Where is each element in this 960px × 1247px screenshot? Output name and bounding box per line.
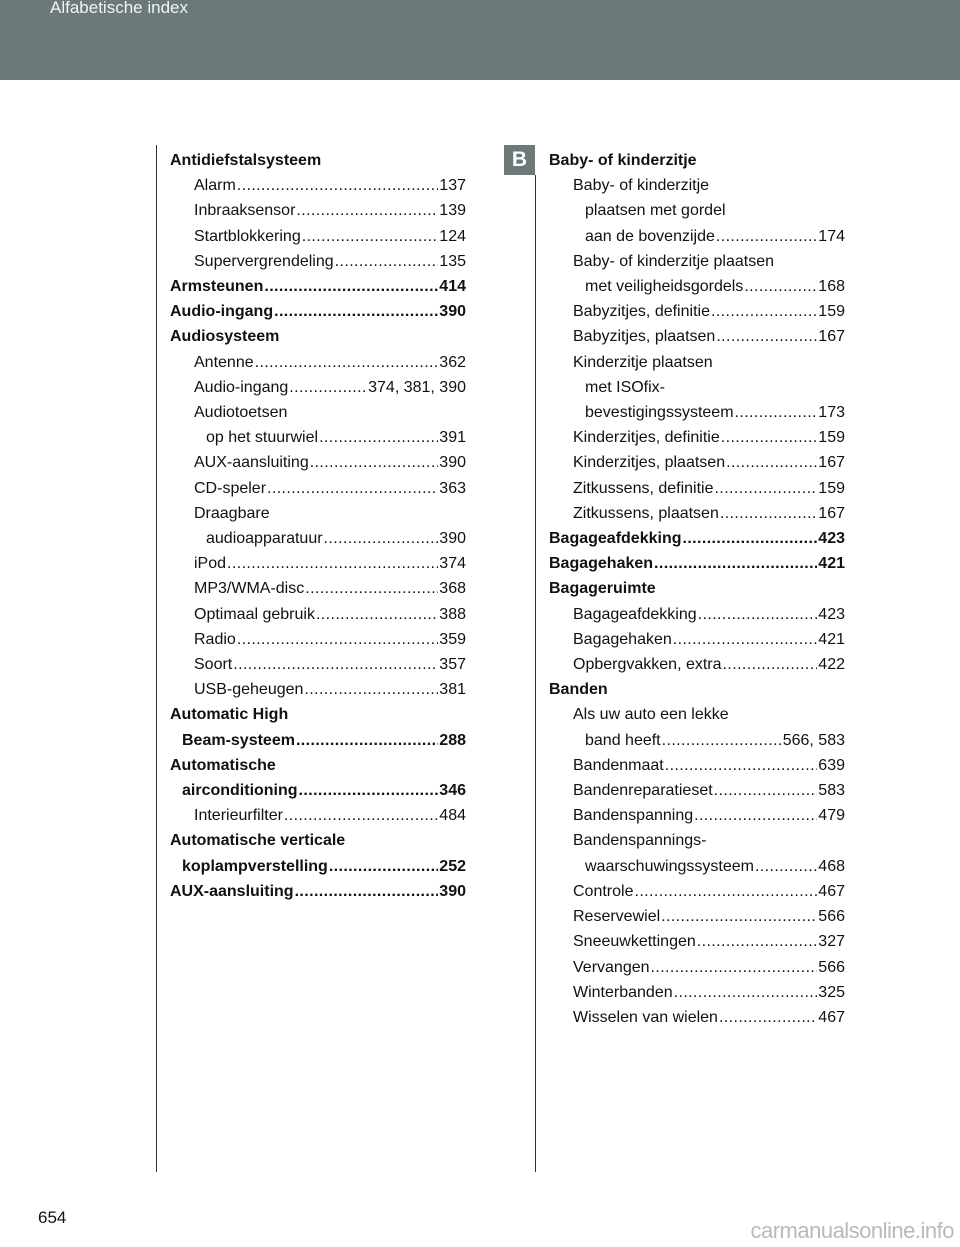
entry-page-ref: 252 xyxy=(439,857,466,875)
entry-term: Automatische xyxy=(170,756,276,774)
entry-term: koplampverstelling xyxy=(182,857,328,875)
leader-dots xyxy=(698,602,818,627)
entry-term: Bagageruimte xyxy=(549,580,656,598)
entry-term: Soort xyxy=(194,656,233,674)
entry-page-ref: 390 xyxy=(439,882,466,900)
entry-page-ref: 390 xyxy=(439,454,466,472)
index-entry xyxy=(170,324,466,349)
index-entry xyxy=(170,728,466,753)
index-column-right xyxy=(549,148,845,1030)
index-entry xyxy=(549,1005,845,1030)
entry-page-ref: 467 xyxy=(818,882,845,900)
index-entry xyxy=(170,450,466,475)
entry-term: plaatsen met gordel xyxy=(585,202,726,220)
leader-dots xyxy=(711,299,817,324)
leader-dots xyxy=(714,778,818,803)
entry-term: Interieurfilter xyxy=(194,807,283,825)
leader-dots xyxy=(651,955,818,980)
index-entry xyxy=(549,879,845,904)
entry-term: aan de bovenzijde xyxy=(585,227,715,245)
entry-page-ref: 421 xyxy=(818,555,845,573)
index-entry xyxy=(549,274,845,299)
entry-page-ref: 167 xyxy=(818,454,845,472)
entry-term: Bandenmaat xyxy=(573,756,664,774)
entry-page-ref: 583 xyxy=(818,782,845,800)
leader-dots xyxy=(227,551,438,576)
entry-term: Bagageafdekking xyxy=(573,605,697,623)
entry-term: Automatic High xyxy=(170,706,289,724)
entry-term: airconditioning xyxy=(182,782,298,800)
leader-dots xyxy=(299,778,439,803)
entry-term: Bandenspannings- xyxy=(573,832,707,850)
entry-term: Bandenreparatieset xyxy=(573,782,713,800)
section-letter-badge: B xyxy=(504,145,535,175)
index-entry xyxy=(549,828,845,853)
entry-page-ref: 566 xyxy=(818,908,845,926)
entry-term: Antidiefstalsysteem xyxy=(170,152,322,169)
entry-page-ref: 288 xyxy=(439,731,466,749)
entry-term: Baby- of kinderzitje xyxy=(549,152,697,169)
watermark: carmanualsonline.info xyxy=(750,1218,954,1243)
leader-dots xyxy=(319,425,438,450)
index-entry xyxy=(170,249,466,274)
entry-page-ref: 159 xyxy=(818,303,845,321)
leader-dots xyxy=(744,274,817,299)
right-column-divider xyxy=(535,175,536,1172)
entry-term: Opbergvakken, extra xyxy=(573,656,722,674)
leader-dots xyxy=(654,551,817,576)
entry-page-ref: 484 xyxy=(439,807,466,825)
entry-term: Wisselen van wielen xyxy=(573,1008,718,1026)
index-entry xyxy=(549,728,845,753)
entry-term: met ISOfix- xyxy=(585,378,666,396)
entry-term: Babyzitjes, definitie xyxy=(573,303,710,321)
entry-page-ref: 168 xyxy=(818,278,845,296)
entry-term: Alarm xyxy=(194,177,236,195)
entry-term: Zitkussens, definitie xyxy=(573,479,714,497)
index-entry xyxy=(549,627,845,652)
entry-page-ref: 374, 381, 390 xyxy=(368,378,466,396)
index-entry xyxy=(170,879,466,904)
index-entry xyxy=(549,803,845,828)
entry-term: Sneeuwkettingen xyxy=(573,933,696,951)
entry-term: Beam-systeem xyxy=(182,731,295,749)
entry-term: Kinderzitje plaatsen xyxy=(573,353,713,371)
entry-page-ref: 363 xyxy=(439,479,466,497)
index-entry xyxy=(549,198,845,223)
entry-term: band heeft xyxy=(585,731,661,749)
index-entry xyxy=(170,375,466,400)
leader-dots xyxy=(673,627,818,652)
leader-dots xyxy=(726,450,817,475)
leader-dots xyxy=(665,753,818,778)
index-entry xyxy=(549,450,845,475)
index-entry xyxy=(170,350,466,375)
page-number: 654 xyxy=(38,1208,67,1227)
entry-term: audioapparatuur xyxy=(206,530,323,548)
entry-term: Audiosysteem xyxy=(170,328,280,346)
index-entry xyxy=(549,778,845,803)
entry-term: Inbraaksensor xyxy=(194,202,296,220)
index-entry xyxy=(170,526,466,551)
index-entry xyxy=(170,602,466,627)
entry-term: MP3/WMA-disc xyxy=(194,580,305,598)
entry-page-ref: 423 xyxy=(818,530,845,548)
index-entry xyxy=(549,551,845,576)
leader-dots xyxy=(674,980,818,1005)
index-entry xyxy=(170,576,466,601)
leader-dots xyxy=(735,400,818,425)
entry-page-ref: 468 xyxy=(818,857,845,875)
index-entry xyxy=(170,173,466,198)
index-entry xyxy=(549,249,845,274)
entry-term: AUX-aansluiting xyxy=(194,454,309,472)
left-column-divider xyxy=(156,145,157,1172)
leader-dots xyxy=(720,501,817,526)
index-entry xyxy=(549,904,845,929)
index-entry xyxy=(170,400,466,425)
index-entry xyxy=(170,702,466,727)
entry-term: Controle xyxy=(573,882,634,900)
entry-term: Armsteunen xyxy=(170,278,264,296)
entry-term: Audiotoetsen xyxy=(194,404,288,422)
entry-term: iPod xyxy=(194,555,227,573)
index-entry xyxy=(549,425,845,450)
leader-dots xyxy=(694,803,817,828)
leader-dots xyxy=(237,173,439,198)
entry-term: Supervergrendeling xyxy=(194,252,334,270)
index-entry xyxy=(170,753,466,778)
leader-dots xyxy=(237,627,438,652)
entry-term: Vervangen xyxy=(573,958,650,976)
entry-page-ref: 390 xyxy=(439,303,466,321)
leader-dots xyxy=(274,299,438,324)
entry-term: Zitkussens, plaatsen xyxy=(573,504,719,522)
entry-page-ref: 421 xyxy=(818,630,845,648)
index-entry xyxy=(549,224,845,249)
entry-page-ref: 566 xyxy=(818,958,845,976)
entry-term: Winterbanden xyxy=(573,983,673,1001)
entry-page-ref: 137 xyxy=(439,177,466,195)
leader-dots xyxy=(310,450,439,475)
entry-term: AUX-aansluiting xyxy=(170,882,294,900)
entry-term: Reservewiel xyxy=(573,908,661,926)
entry-page-ref: 374 xyxy=(439,555,466,573)
index-column-left xyxy=(170,148,466,904)
leader-dots xyxy=(329,854,438,879)
entry-page-ref: 359 xyxy=(439,630,466,648)
entry-page-ref: 390 xyxy=(439,530,466,548)
index-entry xyxy=(549,173,845,198)
entry-term: waarschuwingssysteem xyxy=(585,857,754,875)
entry-page-ref: 346 xyxy=(439,782,466,800)
leader-dots xyxy=(755,854,817,879)
index-entry xyxy=(549,148,845,173)
index-entry xyxy=(549,375,845,400)
leader-dots xyxy=(716,224,817,249)
index-entry xyxy=(549,929,845,954)
entry-term: met veiligheidsgordels xyxy=(585,278,744,296)
entry-page-ref: 327 xyxy=(818,933,845,951)
entry-page-ref: 159 xyxy=(818,429,845,447)
leader-dots xyxy=(305,576,438,601)
leader-dots xyxy=(634,879,817,904)
leader-dots xyxy=(304,677,438,702)
index-entry xyxy=(170,476,466,501)
entry-term: Kinderzitjes, definitie xyxy=(573,429,720,447)
entry-page-ref: 174 xyxy=(818,227,845,245)
entry-page-ref: 124 xyxy=(439,227,466,245)
entry-page-ref: 381 xyxy=(439,681,466,699)
index-entry xyxy=(170,224,466,249)
entry-term: Bagagehaken xyxy=(573,630,672,648)
index-entry xyxy=(549,324,845,349)
leader-dots xyxy=(661,904,817,929)
leader-dots xyxy=(335,249,439,274)
leader-dots xyxy=(716,324,817,349)
leader-dots xyxy=(255,350,439,375)
index-entry xyxy=(170,198,466,223)
entry-term: Audio-ingang xyxy=(194,378,289,396)
entry-page-ref: 388 xyxy=(439,605,466,623)
index-entry xyxy=(549,753,845,778)
entry-page-ref: 391 xyxy=(439,429,466,447)
index-entry xyxy=(170,274,466,299)
entry-page-ref: 135 xyxy=(439,252,466,270)
entry-page-ref: 139 xyxy=(439,202,466,220)
entry-term: Baby- of kinderzitje plaatsen xyxy=(573,252,774,270)
entry-term: USB-geheugen xyxy=(194,681,304,699)
index-entry xyxy=(549,576,845,601)
leader-dots xyxy=(233,652,438,677)
entry-term: Antenne xyxy=(194,353,254,371)
index-entry xyxy=(549,702,845,727)
entry-page-ref: 467 xyxy=(818,1008,845,1026)
index-entry xyxy=(170,425,466,450)
index-entry xyxy=(549,980,845,1005)
entry-term: Bagageafdekking xyxy=(549,530,682,548)
leader-dots xyxy=(296,728,438,753)
index-entry xyxy=(549,955,845,980)
leader-dots xyxy=(324,526,439,551)
entry-term: Kinderzitjes, plaatsen xyxy=(573,454,726,472)
entry-term: Draagbare xyxy=(194,504,270,522)
entry-page-ref: 423 xyxy=(818,605,845,623)
index-entry xyxy=(170,299,466,324)
index-entry xyxy=(549,501,845,526)
leader-dots xyxy=(302,224,439,249)
index-entry xyxy=(170,677,466,702)
index-entry xyxy=(170,854,466,879)
entry-page-ref: 362 xyxy=(439,353,466,371)
leader-dots xyxy=(719,1005,817,1030)
entry-term: bevestigingssysteem xyxy=(585,404,734,422)
entry-page-ref: 414 xyxy=(439,278,466,296)
leader-dots xyxy=(662,728,782,753)
index-entry xyxy=(170,652,466,677)
leader-dots xyxy=(267,476,438,501)
index-entry xyxy=(170,148,466,173)
entry-page-ref: 159 xyxy=(818,479,845,497)
entry-page-ref: 479 xyxy=(818,807,845,825)
leader-dots xyxy=(284,803,438,828)
entry-page-ref: 173 xyxy=(818,404,845,422)
leader-dots xyxy=(316,602,438,627)
index-entry xyxy=(549,299,845,324)
leader-dots xyxy=(296,198,438,223)
entry-term: Bandenspanning xyxy=(573,807,694,825)
index-entry xyxy=(549,350,845,375)
header-band xyxy=(0,0,960,80)
entry-term: op het stuurwiel xyxy=(206,429,319,447)
leader-dots xyxy=(723,652,818,677)
index-entry xyxy=(170,501,466,526)
entry-page-ref: 566, 583 xyxy=(782,731,845,749)
entry-term: Startblokkering xyxy=(194,227,301,245)
leader-dots xyxy=(682,526,817,551)
index-entry xyxy=(549,400,845,425)
index-entry xyxy=(170,551,466,576)
entry-page-ref: 357 xyxy=(439,656,466,674)
leader-dots xyxy=(295,879,439,904)
entry-page-ref: 167 xyxy=(818,328,845,346)
index-entry xyxy=(170,778,466,803)
entry-page-ref: 368 xyxy=(439,580,466,598)
entry-page-ref: 639 xyxy=(818,756,845,774)
entry-term: Radio xyxy=(194,630,236,648)
index-entry xyxy=(549,526,845,551)
entry-term: CD-speler xyxy=(194,479,267,497)
entry-page-ref: 167 xyxy=(818,504,845,522)
index-entry xyxy=(549,602,845,627)
index-entry xyxy=(170,803,466,828)
leader-dots xyxy=(715,476,818,501)
leader-dots xyxy=(697,929,818,954)
entry-term: Bagagehaken xyxy=(549,555,654,573)
entry-term: Optimaal gebruik xyxy=(194,605,315,623)
leader-dots xyxy=(289,375,367,400)
entry-term: Automatische verticale xyxy=(170,832,346,850)
entry-page-ref: 325 xyxy=(818,983,845,1001)
index-entry xyxy=(549,476,845,501)
index-entry xyxy=(549,677,845,702)
entry-page-ref: 422 xyxy=(818,656,845,674)
entry-term: Als uw auto een lekke xyxy=(573,706,729,724)
index-entry xyxy=(549,652,845,677)
leader-dots xyxy=(721,425,818,450)
index-entry xyxy=(549,854,845,879)
entry-term: Audio-ingang xyxy=(170,303,274,321)
page-title: Alfabetische index xyxy=(50,0,188,17)
entry-term: Banden xyxy=(549,681,608,699)
entry-term: Babyzitjes, plaatsen xyxy=(573,328,716,346)
entry-term: Baby- of kinderzitje xyxy=(573,177,710,195)
index-entry xyxy=(170,828,466,853)
index-entry xyxy=(170,627,466,652)
leader-dots xyxy=(264,274,438,299)
